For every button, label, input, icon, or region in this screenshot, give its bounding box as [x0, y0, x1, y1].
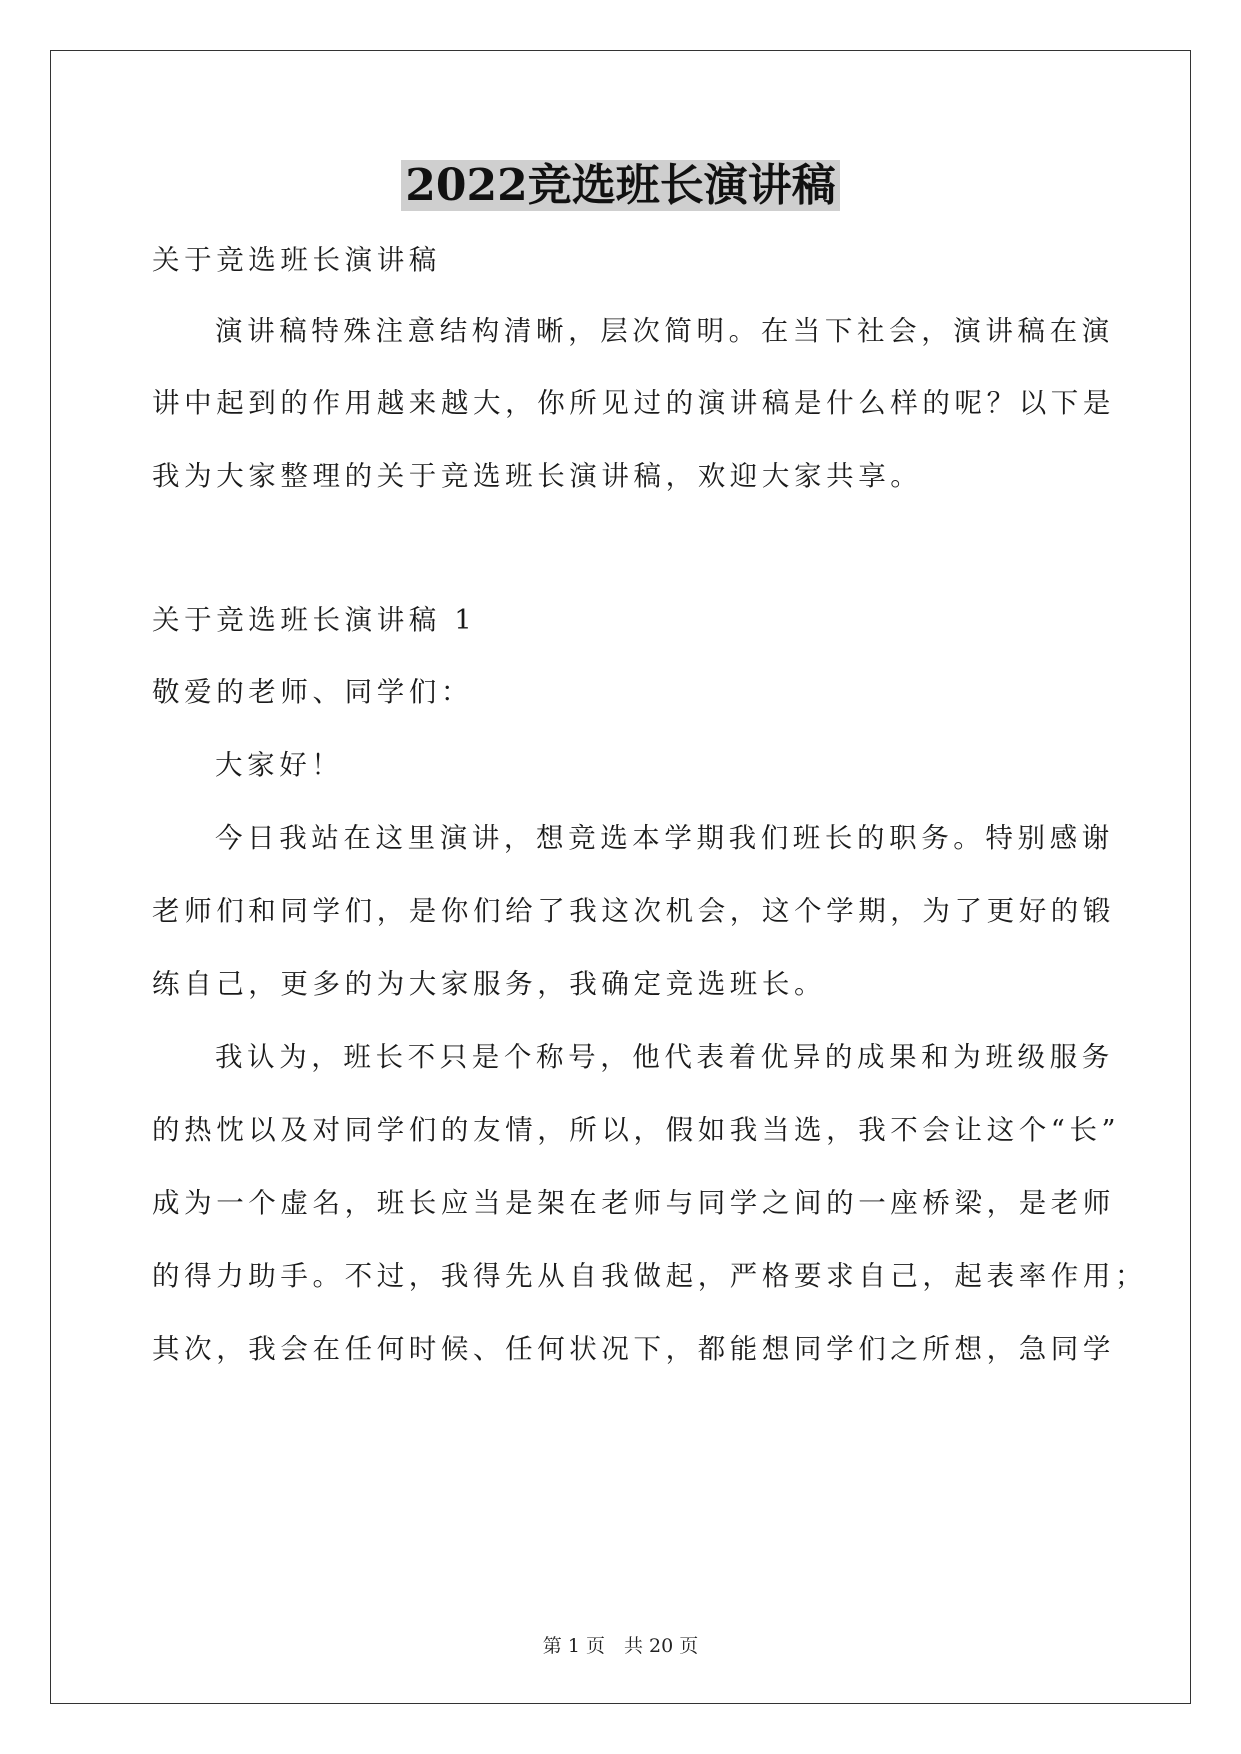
- text-line: 老师们和同学们，是你们给了我这次机会，这个学期，为了更好的锻: [152, 895, 1115, 927]
- text-line: 练自己，更多的为大家服务，我确定竞选班长。: [152, 968, 827, 1000]
- text-line: 成为一个虚名，班长应当是架在老师与同学之间的一座桥梁，是老师: [152, 1187, 1115, 1219]
- page-number-footer: 第 1 页 共 20 页: [542, 1635, 699, 1657]
- text-line: 我认为，班长不只是个称号，他代表着优异的成果和为班级服务: [215, 1041, 1114, 1073]
- text-line: 的得力助手。不过，我得先从自我做起，严格要求自己，起表率作用；: [152, 1260, 1148, 1292]
- text-line: 的热忱以及对同学们的友情，所以，假如我当选，我不会让这个“长”: [152, 1114, 1121, 1146]
- text-line: 我为大家整理的关于竞选班长演讲稿，欢迎大家共享。: [152, 460, 923, 492]
- text-line: 大家好！: [215, 749, 344, 781]
- section-heading: 关于竞选班长演讲稿 1: [152, 604, 477, 636]
- text-line: 讲中起到的作用越来越大，你所见过的演讲稿是什么样的呢？以下是: [152, 387, 1115, 419]
- text-line: 演讲稿特殊注意结构清晰，层次简明。在当下社会，演讲稿在演: [215, 315, 1114, 347]
- text-line: 关于竞选班长演讲稿: [152, 244, 441, 276]
- page-border: [50, 50, 1191, 1704]
- text-line: 敬爱的老师、同学们：: [152, 676, 473, 708]
- document-title: 2022竞选班长演讲稿: [0, 155, 1241, 217]
- text-line: 今日我站在这里演讲，想竞选本学期我们班长的职务。特别感谢: [215, 822, 1114, 854]
- text-line: 其次，我会在任何时候、任何状况下，都能想同学们之所想，急同学: [152, 1333, 1115, 1365]
